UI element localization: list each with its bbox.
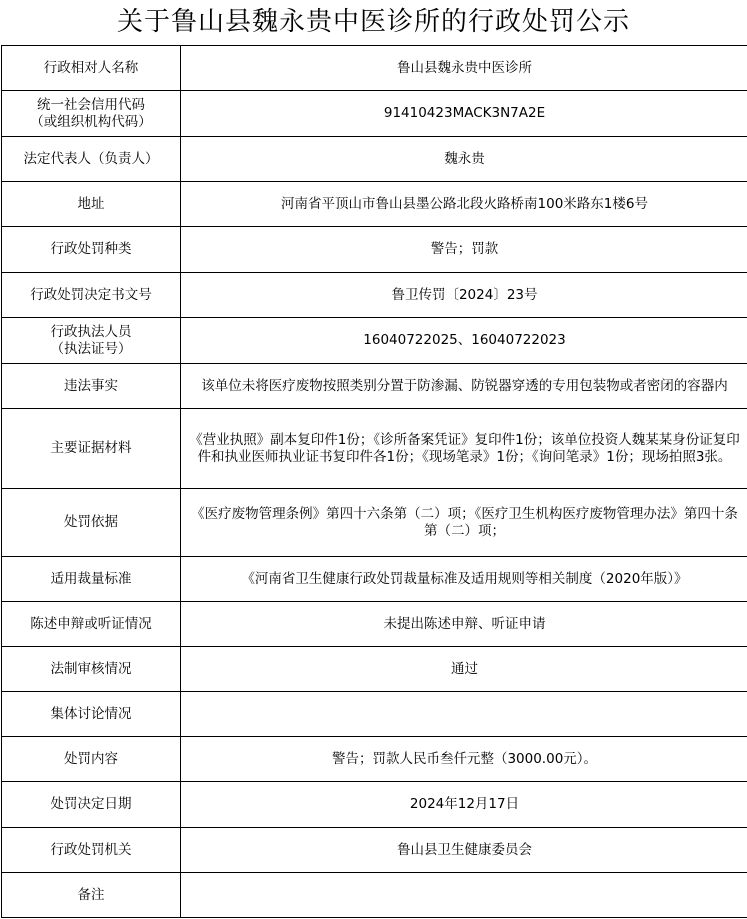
row-value: 《医疗废物管理条例》第四十六条第（二）项；《医疗卫生机构医疗废物管理办法》第四十条第（二）项； [181, 489, 747, 557]
row-value: 《营业执照》副本复印件1份；《诊所备案凭证》复印件1份；该单位投资人魏某某身份证复印件和执业医师执业证书复印件各1份；《现场笔录》1份；《询问笔录》1份；现场拍照3张。 [181, 409, 747, 489]
row-label: 备注 [2, 873, 181, 918]
page-title: 关于鲁山县魏永贵中医诊所的行政处罚公示 [116, 7, 630, 37]
table-row [2, 828, 747, 873]
table-row [2, 227, 747, 273]
row-label: 行政处罚机关 [2, 828, 181, 873]
row-label: 地址 [2, 182, 181, 227]
table-row [2, 557, 747, 602]
row-value: 鲁山县卫生健康委员会 [181, 828, 747, 873]
table-row [2, 318, 747, 364]
penalty-table [1, 45, 747, 918]
row-value: 2024年12月17日 [181, 782, 747, 828]
row-value: 通过 [181, 647, 747, 692]
row-label: 处罚决定日期 [2, 782, 181, 828]
row-value: 16040722025、16040722023 [181, 318, 747, 364]
row-label: 适用裁量标准 [2, 557, 181, 602]
row-value: 鲁山县魏永贵中医诊所 [181, 46, 747, 91]
table-row [2, 182, 747, 227]
row-value [181, 692, 747, 737]
row-value: 91410423MACK3N7A2E [181, 91, 747, 137]
row-label: 违法事实 [2, 364, 181, 409]
row-label: 处罚依据 [2, 489, 181, 557]
row-value [181, 873, 747, 918]
row-label: 处罚内容 [2, 737, 181, 782]
row-value: 河南省平顶山市鲁山县墨公路北段火路桥南100米路东1楼6号 [181, 182, 747, 227]
row-label: 法制审核情况 [2, 647, 181, 692]
row-label: 行政执法人员 （执法证号） [2, 318, 181, 364]
row-label: 统一社会信用代码 （或组织机构代码） [2, 91, 181, 137]
row-label: 集体讨论情况 [2, 692, 181, 737]
row-value: 鲁卫传罚〔2024〕23号 [181, 273, 747, 318]
row-label: 行政处罚决定书文号 [2, 273, 181, 318]
row-label: 法定代表人（负责人） [2, 137, 181, 182]
row-value: 未提出陈述申辩、听证申请 [181, 602, 747, 647]
row-value: 《河南省卫生健康行政处罚裁量标准及适用规则等相关制度（2020年版）》 [181, 557, 747, 602]
table-row [2, 737, 747, 782]
row-value: 魏永贵 [181, 137, 747, 182]
table-row [2, 489, 747, 557]
table-row [2, 137, 747, 182]
table-row [2, 409, 747, 489]
table-row [2, 647, 747, 692]
table-row [2, 273, 747, 318]
table-row [2, 91, 747, 137]
row-value: 警告；罚款人民币叁仟元整（3000.00元）。 [181, 737, 747, 782]
row-label: 行政处罚种类 [2, 227, 181, 273]
table-row [2, 782, 747, 828]
row-value: 该单位未将医疗废物按照类别分置于防渗漏、防锐器穿透的专用包装物或者密闭的容器内 [181, 364, 747, 409]
table-row [2, 364, 747, 409]
table-row [2, 602, 747, 647]
row-label: 主要证据材料 [2, 409, 181, 489]
table-row [2, 46, 747, 91]
row-label: 陈述申辩或听证情况 [2, 602, 181, 647]
row-label: 行政相对人名称 [2, 46, 181, 91]
table-row [2, 692, 747, 737]
table-row [2, 873, 747, 918]
row-value: 警告；罚款 [181, 227, 747, 273]
